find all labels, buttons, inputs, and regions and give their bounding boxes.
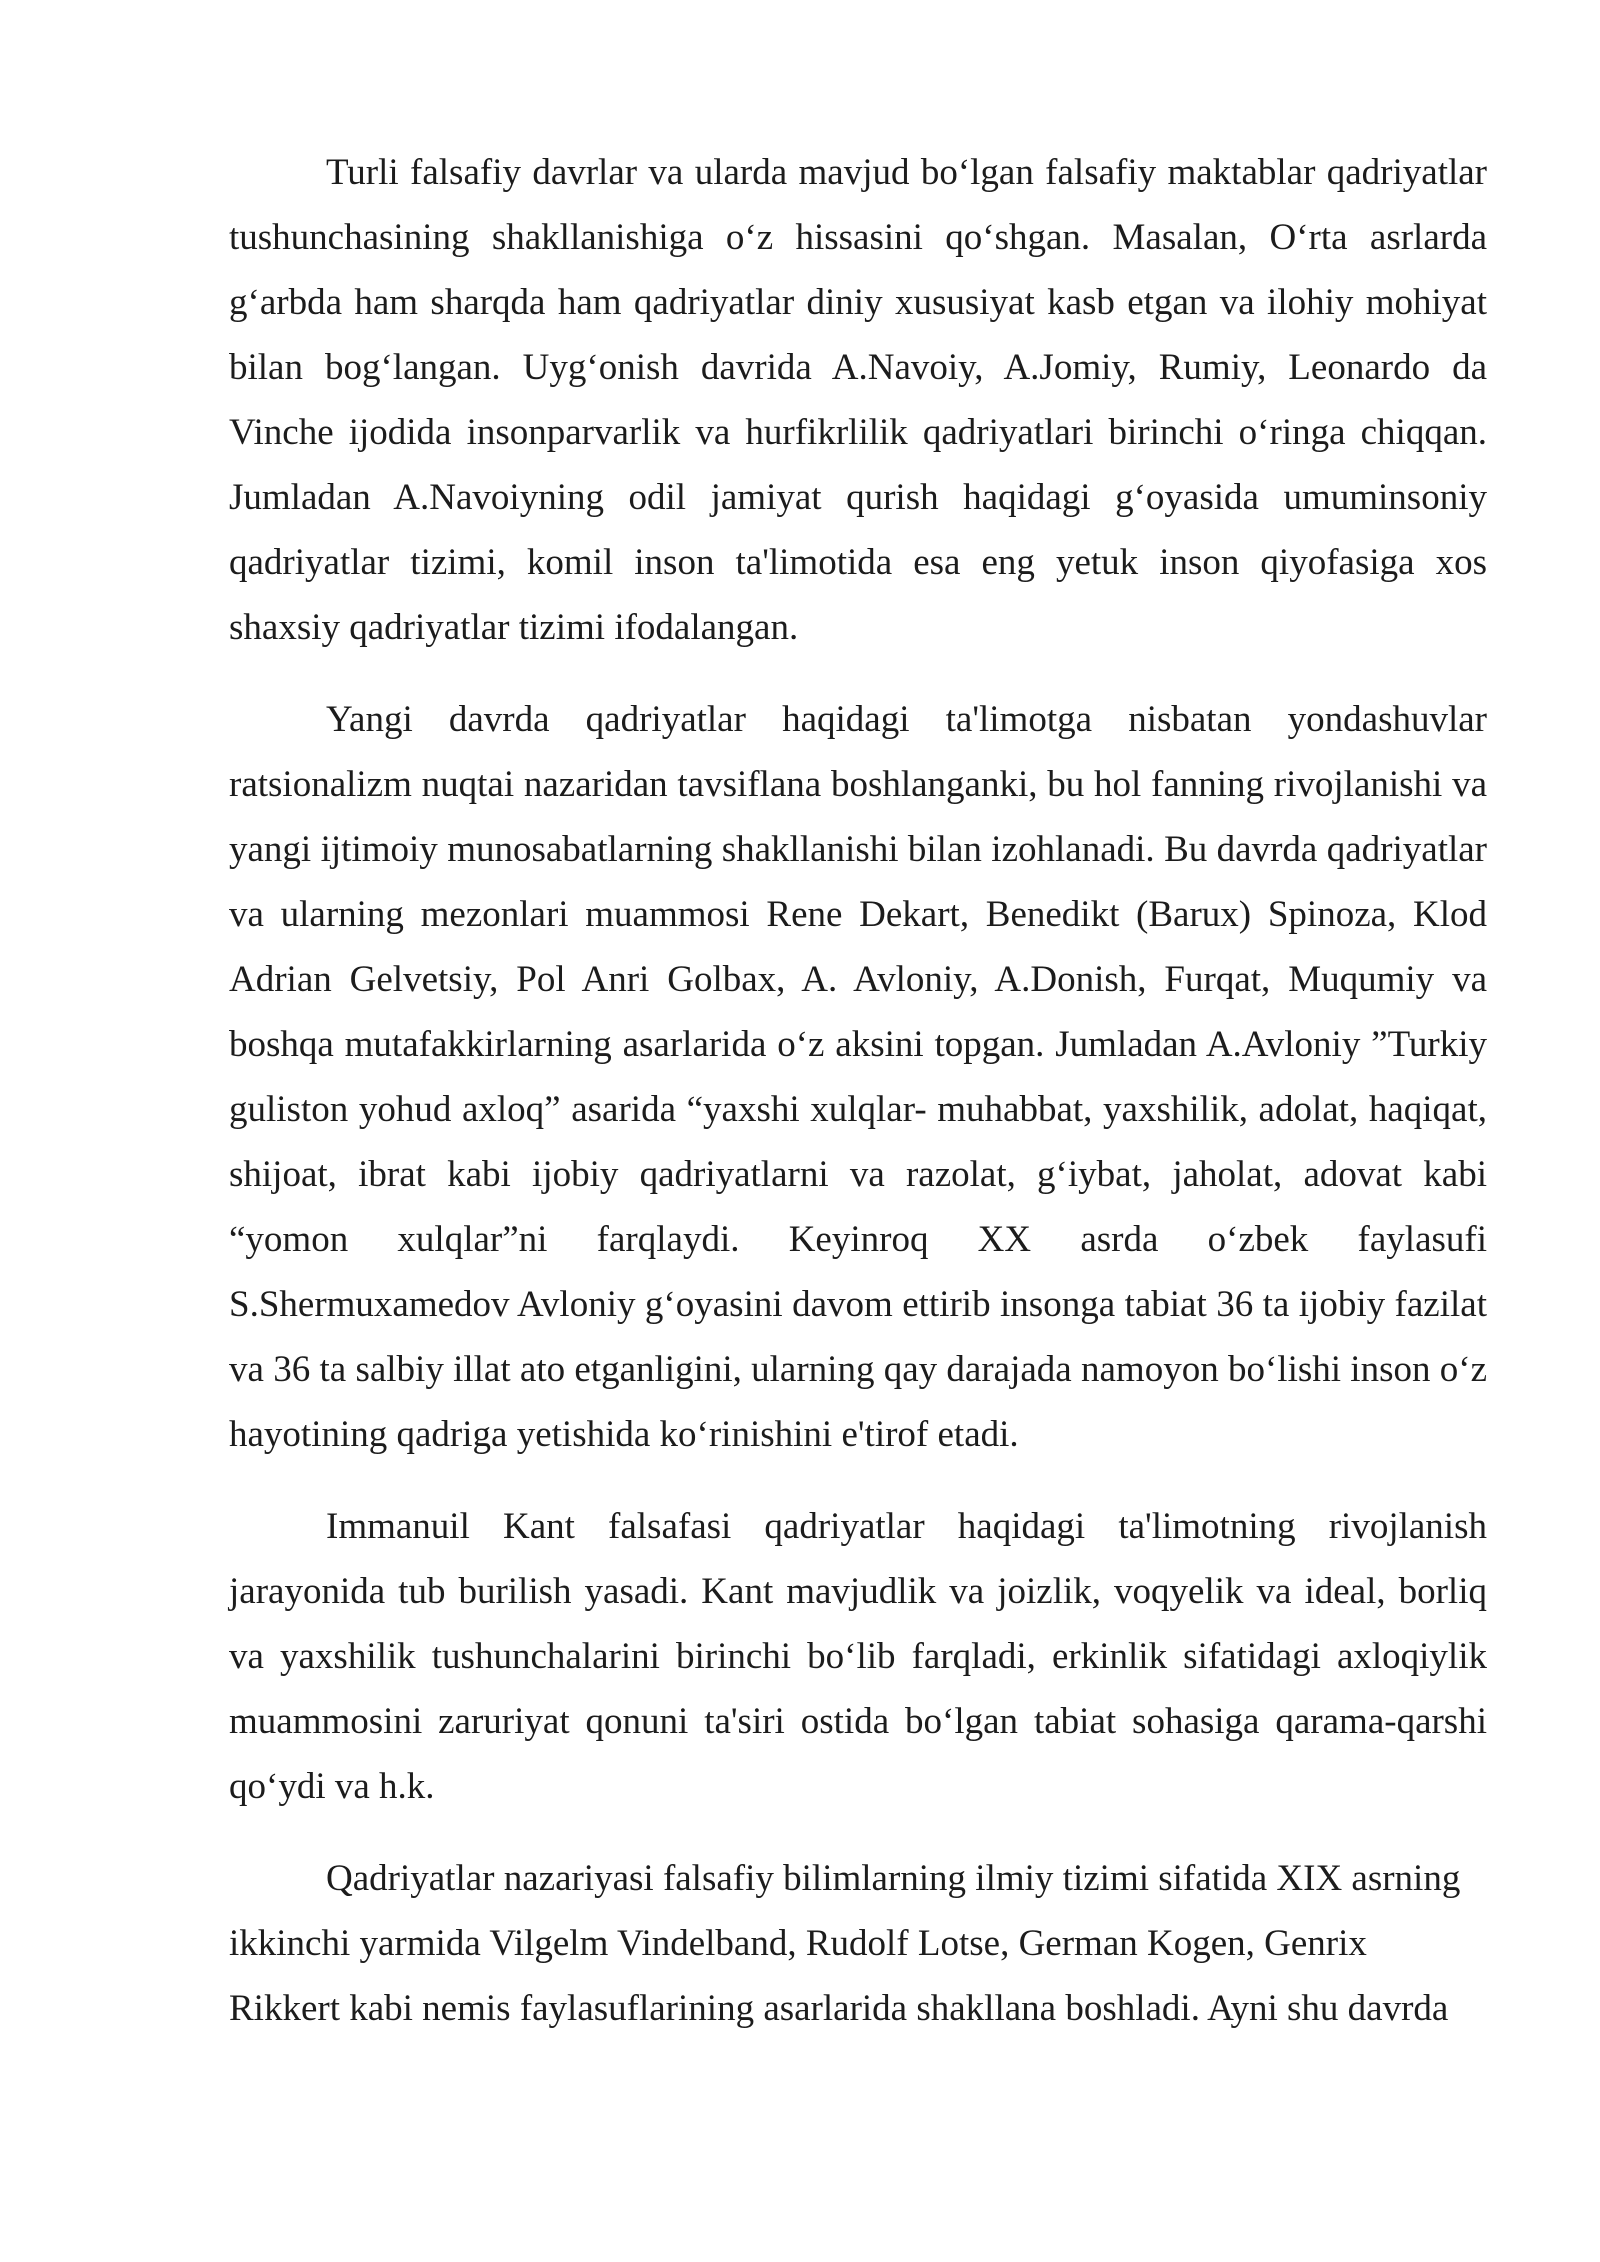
paragraph-2: Yangi davrda qadriyatlar haqidagi ta'limotga nisbatan yondashuvlar ratsionalizm nuqtai nazaridan tavsiflana boshlanganki, bu hol fanning rivojlanishi va yangi ijtimoiy munosabatlarning shakllanishi bilan izohlanadi. Bu davrda qadriyatlar va ularning mezonlari muammosi Rene Dekart, Benedikt (Barux) Spinoza, Klod Adrian Gelvetsiy, Pol Anri Golbax, A. Avloniy, A.Donish, Furqat, Muqumiy va boshqa mutafakkirlarning asarlarida o‘z aksini topgan. Jumladan A.Avloniy ”Turkiy guliston yohud axloq” asarida “yaxshi xulqlar- muhabbat, yaxshilik, adolat, haqiqat, shijoat, ibrat kabi ijobiy qadriyatlarni va razolat, g‘iybat, jaholat, adovat kabi “yomon xulqlar”ni farqlaydi. Keyinroq XX asrda o‘zbek faylasufi S.Shermuxamedov Avloniy g‘oyasini davom ettirib insonga tabiat 36 ta ijobiy fazilat va 36 ta salbiy illat ato etganligini, ularning qay darajada namoyon bo‘lishi inson o‘z hayotining qadriga yetishida ko‘rinishini e'tirof etadi. xyxy=(229,699,1487,1455)
paragraph-3: Immanuil Kant falsafasi qadriyatlar haqidagi ta'limotning rivojlanish jarayonida tub burilish yasadi. Kant mavjudlik va joizlik, voqyelik va ideal, borliq va yaxshilik tushunchalarini birinchi bo‘lib farqladi, erkinlik sifatidagi axloqiylik muammosini zaruriyat qonuni ta'siri ostida bo‘lgan tabiat sohasiga qarama-qarshi qo‘ydi va h.k. xyxy=(229,1506,1487,1807)
document-page xyxy=(229,140,1487,2068)
paragraph-4: Qadriyatlar nazariyasi falsafiy bilimlarning ilmiy tizimi sifatida XIX asrning ikkinchi yarmida Vilgelm Vindelband, Rudolf Lotse, German Kogen, Genrix Rikkert kabi nemis faylasuflarining asarlarida shakllana boshladi. Ayni shu davrda xyxy=(229,1858,1461,2029)
paragraph-1: Turli falsafiy davrlar va ularda mavjud bo‘lgan falsafiy maktablar qadriyatlar tushunchasining shakllanishiga o‘z hissasini qo‘shgan. Masalan, O‘rta asrlarda g‘arbda ham sharqda ham qadriyatlar diniy xususiyat kasb etgan va ilohiy mohiyat bilan bog‘langan. Uyg‘onish davrida A.Navoiy, A.Jomiy, Rumiy, Leonardo da Vinche ijodida insonparvarlik va hurfikrlilik qadriyatlari birinchi o‘ringa chiqqan. Jumladan A.Navoiyning odil jamiyat qurish haqidagi g‘oyasida umuminsoniy qadriyatlar tizimi, komil inson ta'limotida esa eng yetuk inson qiyofasiga xos shaxsiy qadriyatlar tizimi ifodalangan. xyxy=(229,152,1487,648)
